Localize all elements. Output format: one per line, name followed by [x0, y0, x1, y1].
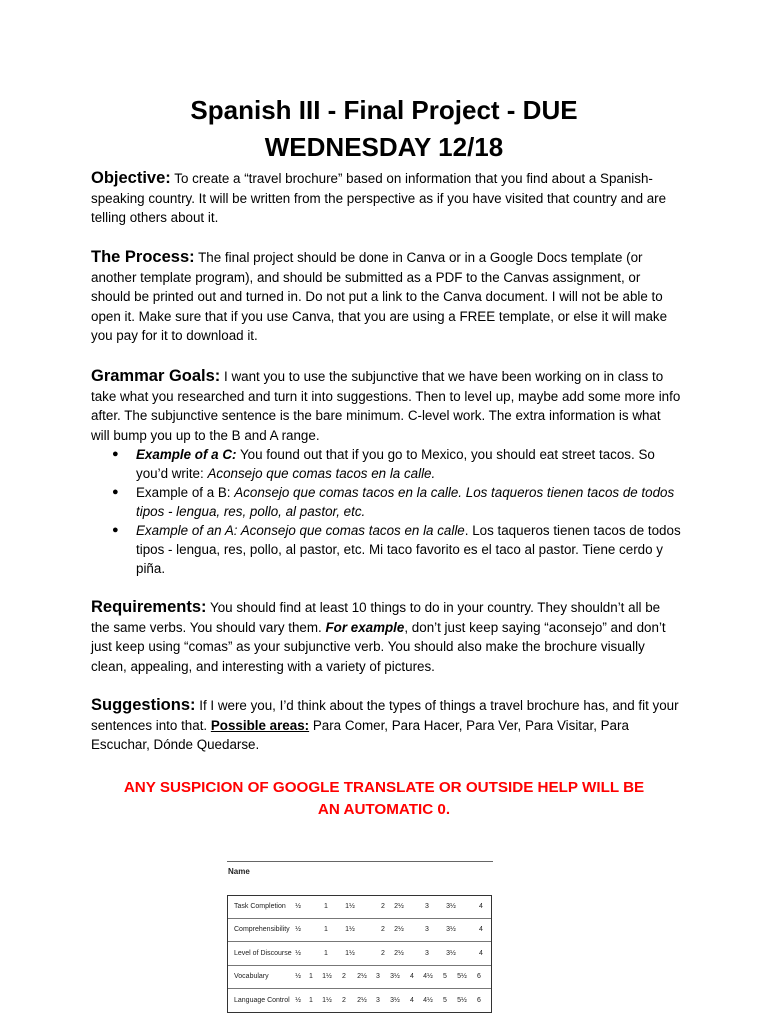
- rubric-score: ½: [295, 996, 301, 1004]
- rubric-criterion: Task Completion: [234, 903, 286, 910]
- rubric-score: 1½: [345, 903, 355, 910]
- suggestions-section: [91, 696, 681, 755]
- rubric-score: 4½: [423, 973, 433, 981]
- rubric-divider: [227, 861, 493, 862]
- grammar-section: [91, 367, 681, 445]
- rubric-score: 5½: [457, 996, 467, 1004]
- process-section: [91, 248, 681, 346]
- rubric-score: 4: [479, 903, 483, 910]
- rubric-score: ½: [295, 926, 301, 934]
- suggestions-text-1: If I were you, I’d think about the types of things a travel brochure has, and fit your sentences into that.: [91, 698, 679, 733]
- rubric-score: 3: [425, 926, 429, 934]
- rubric-score: ½: [295, 949, 301, 957]
- rubric-score: ½: [295, 973, 301, 981]
- example-b-lead: Example of a B:: [136, 485, 235, 500]
- rubric-score: 1½: [345, 949, 355, 957]
- bullet-icon: ●: [112, 486, 119, 498]
- rubric-score: 3: [425, 949, 429, 957]
- rubric-score: 2: [342, 996, 346, 1004]
- suggestions-heading: Suggestions:: [91, 696, 196, 714]
- example-a-text: . Los taqueros tienen tacos de todos tipos - lengua, res, pollo, al pastor, etc. Mi taco favorito es el taco al pastor. Tiene cerdo y piña.: [136, 523, 681, 576]
- rubric-score: 5: [443, 973, 447, 981]
- rubric-criterion: Vocabulary: [234, 973, 269, 981]
- rubric-score: 2½: [357, 996, 367, 1004]
- warning-notice: [0, 777, 768, 821]
- rubric-score: 4: [410, 996, 414, 1004]
- rubric-score: 1: [324, 926, 328, 934]
- list-item: [112, 445, 681, 483]
- rubric-score: 3½: [446, 903, 456, 910]
- rubric-row: [228, 896, 491, 919]
- rubric-criterion: Level of Discourse: [234, 949, 292, 957]
- example-c-lead: Example of a C:: [136, 447, 237, 462]
- bullet-icon: ●: [112, 524, 119, 536]
- rubric-row: [228, 990, 491, 1012]
- rubric-score: 2: [342, 973, 346, 981]
- rubric-score: 2: [381, 926, 385, 934]
- requirements-section: [91, 598, 681, 676]
- objective-section: [91, 169, 681, 228]
- example-c-italic: Aconsejo que comas tacos en la calle.: [207, 466, 436, 481]
- requirements-emphasis: For example: [325, 619, 405, 635]
- rubric-score: 3½: [446, 949, 456, 957]
- process-text: The final project should be done in Canva or in a Google Docs template (or another template program), and should be submitted as a PDF to the Canvas assignment, or should be printed out and turned in. Do not put a link to the Canva document. I will not be able to open it. Make sure that if you use Canva, that you are using a FREE template, or else it will make you pay for it to download it.: [91, 250, 668, 343]
- rubric-score: 4: [479, 949, 483, 957]
- example-b-italic: Aconsejo que comas tacos en la calle. Los taqueros tienen tacos de todos tipos - lengua, res, pollo, al pastor, etc.: [136, 485, 675, 519]
- grammar-text: I want you to use the subjunctive that we have been working on in class to take what you researched and turn it into suggestions. Then to level up, maybe add some more info after. The subjunctive sentence is the bare minimum. C-level work. The extra information is what will bump you up to the B and A range.: [91, 369, 681, 443]
- rubric-score: 3½: [390, 996, 400, 1004]
- objective-text: To create a “travel brochure” based on information that you find about a Spanish-speaking country. It will be written from the perspective as if you have visited that country and are telling others about it.: [91, 171, 667, 225]
- rubric-score: 4: [410, 973, 414, 981]
- rubric-criterion: Comprehensibility: [234, 926, 290, 934]
- rubric-score: 2: [381, 903, 385, 910]
- rubric-score: 1½: [322, 996, 332, 1004]
- example-a-italic: Example of an A: Aconsejo que comas tacos en la calle: [136, 523, 465, 538]
- rubric-score: 2½: [394, 949, 404, 957]
- rubric-score: 2½: [394, 903, 404, 910]
- rubric-score: 3½: [390, 973, 400, 981]
- suggestions-text-2: Para Comer, Para Hacer, Para Ver, Para Visitar, Para Escuchar, Dónde Quedarse.: [91, 717, 629, 752]
- rubric-score: 1: [309, 996, 313, 1004]
- list-item: [112, 521, 681, 578]
- warning-line-1: ANY SUSPICION OF GOOGLE TRANSLATE OR OUTSIDE HELP WILL BE: [123, 779, 645, 796]
- bullet-icon: ●: [112, 448, 119, 460]
- rubric-score: 1: [309, 973, 313, 981]
- suggestions-emphasis: Possible areas:: [210, 717, 310, 733]
- rubric-score: 1: [324, 903, 328, 910]
- rubric-score: 2: [381, 949, 385, 957]
- list-item: [112, 483, 681, 521]
- title-line-2: WEDNESDAY 12/18: [264, 132, 504, 162]
- rubric-score: 4: [479, 926, 483, 934]
- rubric-score: 3: [376, 973, 380, 981]
- warning-line-2: AN AUTOMATIC 0.: [317, 801, 451, 818]
- rubric-row: [228, 919, 491, 942]
- rubric-score: 3½: [446, 926, 456, 934]
- requirements-heading: Requirements:: [91, 598, 207, 616]
- rubric-score: 5: [443, 996, 447, 1004]
- page-title: [0, 92, 768, 166]
- requirements-text-2: , don’t just keep saying “aconsejo” and don’t just keep using “comas” as your subjunctive verb. You should also make the brochure visually clean, appealing, and interesting with a variety of pictures.: [91, 619, 666, 674]
- title-line-1: Spanish III - Final Project - DUE: [190, 95, 578, 125]
- objective-heading: Objective:: [91, 169, 171, 187]
- rubric-score: ½: [295, 903, 301, 910]
- process-heading: The Process:: [91, 248, 195, 266]
- rubric-score: 3: [425, 903, 429, 910]
- rubric-score: 3: [376, 996, 380, 1004]
- rubric-score: 6: [477, 996, 481, 1004]
- rubric-score: 2½: [394, 926, 404, 934]
- requirements-text-1: You should find at least 10 things to do in your country. They shouldn’t all be the same verbs. You should vary them.: [91, 600, 661, 635]
- rubric-score: 1: [324, 949, 328, 957]
- rubric-score: 2½: [357, 973, 367, 981]
- rubric-table: [227, 861, 493, 1021]
- rubric-score: 6: [477, 973, 481, 981]
- rubric-criterion: Language Control: [234, 996, 290, 1004]
- rubric-row: [228, 966, 491, 989]
- example-c-text: You found out that if you go to Mexico, you should eat street tacos. So you’d write:: [136, 447, 655, 481]
- rubric-grid: [227, 895, 492, 1013]
- rubric-row: [228, 943, 491, 966]
- rubric-score: 5½: [457, 973, 467, 981]
- rubric-score: 1½: [345, 926, 355, 934]
- examples-list: [112, 445, 681, 578]
- rubric-score: 4½: [423, 996, 433, 1004]
- rubric-name-label: Name: [228, 867, 250, 876]
- rubric-score: 1½: [322, 973, 332, 981]
- grammar-heading: Grammar Goals:: [91, 367, 221, 385]
